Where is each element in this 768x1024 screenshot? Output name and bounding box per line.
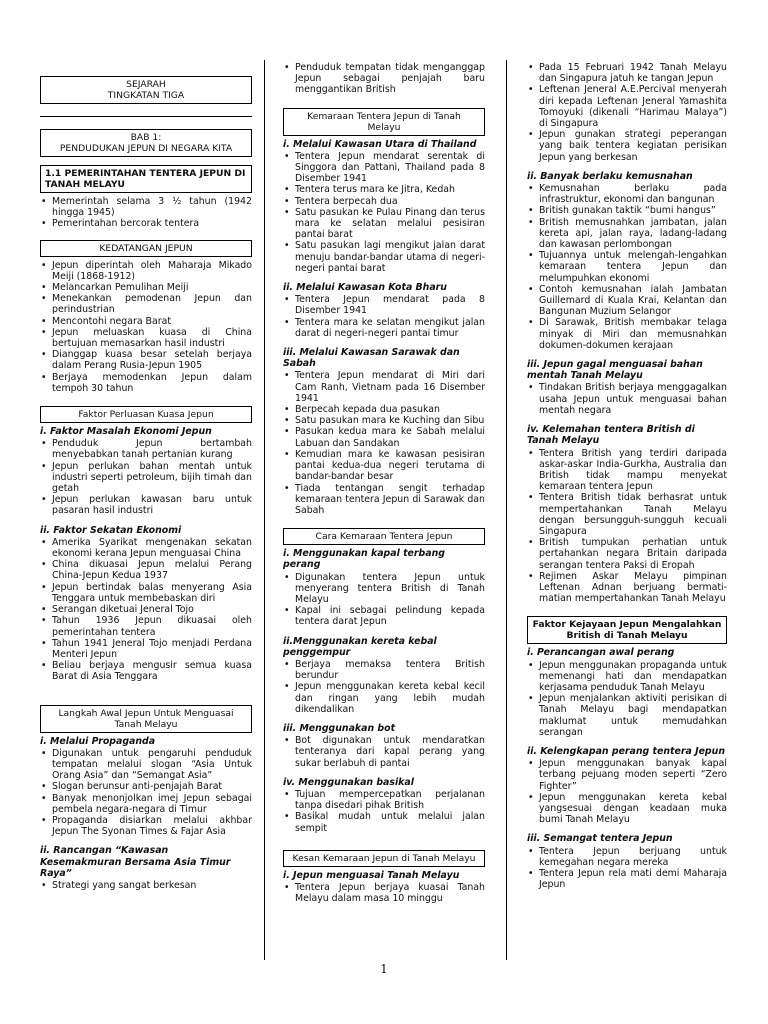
list-item: • Jepun gunakan strategi peperangan yang baik tentera kegiatan perisikan Jepun yang berkesan xyxy=(527,129,727,163)
kelemahan-british-list xyxy=(527,448,727,605)
list-item: • Tentera Jepun mendarat di Miri dari Cam Ranh, Vietnam pada 16 Disember 1941 xyxy=(283,370,485,404)
cara-kemaraan-heading-text: Cara Kemaraan Tentera Jepun xyxy=(315,531,453,543)
subheading: ii. Rancangan “Kawasan Kesemakmuran Bersama Asia Timur Raya” xyxy=(40,845,231,879)
list-item: • Di Sarawak, British membakar telaga minyak di Miri dan memusnahkan dokumen-dokumen kerajaan xyxy=(527,317,727,351)
list-item: • Tentera berpecah dua xyxy=(283,196,485,207)
list-item: • Kapal ini sebagai pelindung kepada tentera darat Jepun xyxy=(283,605,485,627)
subheading: ii. Melalui Kawasan Kota Bharu xyxy=(283,282,447,294)
list-item: • Digunakan tentera Jepun untuk menyerang tentera British di Tanah Melayu xyxy=(283,572,485,606)
divider xyxy=(40,116,252,117)
chapter-number: BAB 1: xyxy=(130,132,162,143)
list-item: • Kemudian mara ke kawasan pesisiran pantai kedua-dua negeri terutama di bandar-bandar besar xyxy=(283,449,485,483)
list-item: • Jepun perlukan bahan mentah untuk industri seperti petroleum, bijih timah dan getah xyxy=(40,461,252,495)
kereta-kebal-list xyxy=(283,659,485,715)
list-item: • Menekankan pemodenan Jepun dan perindustrian xyxy=(40,293,252,315)
column-divider-right xyxy=(506,60,507,960)
list-item: • Satu pasukan lagi mengikut jalan darat menuju bandar-bandar utama di negeri-negeri pantai barat xyxy=(283,240,485,274)
list-item: • Tujuannya untuk melengah-lengahkan kemaraan tentera Jepun dan melumpuhkan ekonomi xyxy=(527,250,727,284)
list-item: • Jepun menggunakan banyak kapal terbang pejuang moden seperti “Zero Fighter” xyxy=(527,758,727,792)
langkah-awal-heading-line2: Tanah Melayu xyxy=(114,718,178,730)
list-item: • Tentera mara ke selatan mengikut jalan darat di negeri-negeri pantai timur xyxy=(283,317,485,339)
kemaraan-heading xyxy=(283,108,485,136)
kelengkapan-list xyxy=(527,758,727,825)
list-item: • Tujuan mempercepatkan perjalanan tanpa disedari pihak British xyxy=(283,789,485,811)
list-item: • Tentera British yang terdiri daripada askar-askar India-Gurkha, Australia dan British tidak mampu menyekat kemaraan tentera Jepun xyxy=(527,448,727,493)
list-item: • Satu pasukan ke Pulau Pinang dan terus mara ke selatan melalui pesisiran pantai barat xyxy=(283,207,485,241)
rancangan-list-continued xyxy=(283,62,485,96)
list-item: • Tentera Jepun mendarat serentak di Singgora dan Pattani, Thailand pada 8 Disember 1941 xyxy=(283,151,485,185)
subheading: i. Menggunakan kapal terbang perang xyxy=(283,548,445,571)
subject-title: SEJARAH xyxy=(126,79,166,90)
subheading: iii. Semangat tentera Jepun xyxy=(527,833,673,845)
list-item: • Jepun meluaskan kuasa di China bertujuan memasarkan hasil industri xyxy=(40,327,252,349)
subheading: iv. Menggunakan basikal xyxy=(283,776,414,788)
list-item: • Tentera British tidak berhasrat untuk mempertahankan Tanah Melayu dengan bersungguh-sungguh kecuali Singapura xyxy=(527,492,727,537)
kemaraan-heading-line1: Kemaraan Tentera Jepun di Tanah xyxy=(307,110,461,122)
title-box xyxy=(40,76,252,104)
langkah-awal-heading xyxy=(40,705,252,733)
list-item: • Tentera Jepun mendarat pada 8 Disember 1941 xyxy=(283,294,485,316)
subheading: ii. Banyak berlaku kemusnahan xyxy=(527,170,693,182)
list-item: • Tahun 1936 Jepun dikuasai oleh pemerintahan tentera xyxy=(40,615,252,637)
list-item: • Jepun menggunakan kereta kebal yangsesuai dengan keadaan muka bumi Tanah Melayu xyxy=(527,792,727,826)
subheading: iii. Menggunakan bot xyxy=(283,722,396,734)
list-item: • Kemusnahan berlaku pada infrastruktur, ekonomi dan bangunan xyxy=(527,183,727,205)
utara-list xyxy=(283,151,485,274)
sarawak-sabah-list xyxy=(283,370,485,516)
list-item: • Amerika Syarikat mengenakan sekatan ekonomi kerana Jepun menguasai China xyxy=(40,537,252,559)
column-2 xyxy=(283,62,485,904)
list-item: • Leftenan Jeneral A.E.Percival menyerah diri kepada Leftenan Jeneral Yamashita Tomoyuki (dikenali “Harimau Malaya”) di Singapura xyxy=(527,84,727,129)
list-item: • Tindakan British berjaya menggagalkan usaha Jepun untuk menguasai bahan mentah negara xyxy=(527,382,727,416)
kedatangan-list xyxy=(40,260,252,394)
subheading: i. Jepun menguasai Tanah Melayu xyxy=(283,869,460,881)
list-item: • British gunakan taktik “bumi hangus” xyxy=(527,205,727,216)
list-item: • British memusnahkan jambatan, jalan kereta api, jalan raya, ladang-ladang dan kawasan perlombongan xyxy=(527,217,727,251)
list-item: • Jepun diperintah oleh Maharaja Mikado Meiji (1868-1912) xyxy=(40,260,252,282)
list-item: • Tentera Jepun berjaya kuasai Tanah Melayu dalam masa 10 minggu xyxy=(283,882,485,904)
faktor-perluasan-heading-text: Faktor Perluasan Kuasa Jepun xyxy=(78,409,214,421)
list-item: • Dianggap kuasa besar setelah berjaya dalam Perang Rusia-Jepun 1905 xyxy=(40,349,252,371)
list-item: • Pemerintahan bercorak tentera xyxy=(40,218,252,229)
faktor-kejayaan-heading-line1: Faktor Kejayaan Jepun Mengalahkan xyxy=(532,619,722,631)
kesan-heading-text: Kesan Kemaraan Jepun di Tanah Melayu xyxy=(292,852,476,864)
chapter-box xyxy=(40,129,252,157)
list-item: • Jepun menggunakan propaganda untuk memenangi hati dan mendapatkan kerjasama penduduk Tanah Melayu xyxy=(527,660,727,694)
list-item: • Satu pasukan mara ke Kuching dan Sibu xyxy=(283,415,485,426)
kedatangan-heading xyxy=(40,240,252,257)
bot-list xyxy=(283,735,485,769)
list-item: • Pasukan kedua mara ke Sabah melalui Labuan dan Sandakan xyxy=(283,426,485,448)
list-item: • Memerintah selama 3 ½ tahun (1942 hingga 1945) xyxy=(40,196,252,218)
list-item: • Tahun 1941 Jeneral Tojo menjadi Perdana Menteri Jepun xyxy=(40,638,252,660)
subheading: iii. Jepun gagal menguasai bahan mentah Tanah Melayu xyxy=(527,359,703,382)
cara-kemaraan-heading xyxy=(283,528,485,545)
list-item: • British tumpukan perhatian untuk pertahankan negara Britain daripada serangan tentera Paksi di Eropah xyxy=(527,537,727,571)
section-1-1-heading-text: 1.1 PEMERINTAHAN TENTERA JEPUN DI TANAH MELAYU xyxy=(45,168,246,190)
basikal-list xyxy=(283,789,485,834)
subheading: i. Perancangan awal perang xyxy=(527,647,675,659)
propaganda-list xyxy=(40,748,252,838)
list-item: • Rejimen Askar Melayu pimpinan Leftenan Adnan berjuang bermati-matian mempertahankan Tanah Melayu xyxy=(527,571,727,605)
list-item: • Bot digunakan untuk mendaratkan tenteranya dari kapal perang yang sukar berlabuh di pantai xyxy=(283,735,485,769)
subheading: iv. Kelemahan tentera British di Tanah Melayu xyxy=(527,424,695,447)
list-item: • Tentera Jepun berjuang untuk kemegahan negara mereka xyxy=(527,846,727,868)
list-item: • Contoh kemusnahan ialah Jambatan Guillemard di Kuala Krai, Kelantan dan Bangunan Muzium Selangor xyxy=(527,284,727,318)
list-item: • Mencontohi negara Barat xyxy=(40,316,252,327)
list-item: • Jepun perlukan kawasan baru untuk pasaran hasil industri xyxy=(40,494,252,516)
perancangan-list xyxy=(527,660,727,738)
column-3 xyxy=(527,62,727,890)
column-divider-left xyxy=(264,60,265,960)
kapal-terbang-list xyxy=(283,572,485,628)
langkah-awal-heading-line1: Langkah Awal Jepun Untuk Menguasai xyxy=(58,707,234,719)
list-item: • Berjaya memodenkan Jepun dalam tempoh 30 tahun xyxy=(40,372,252,394)
kemaraan-heading-line2: Melayu xyxy=(367,121,401,133)
kesan-menguasai-list xyxy=(283,882,485,904)
list-item: • Slogan berunsur anti-penjajah Barat xyxy=(40,781,252,792)
faktor-kejayaan-heading-line2: British di Tanah Melayu xyxy=(566,630,688,642)
list-item: • Banyak menonjolkan imej Jepun sebagai pembela negara-negara di Timur xyxy=(40,793,252,815)
list-item: • Jepun bertindak balas menyerang Asia Tenggara untuk membebaskan diri xyxy=(40,582,252,604)
list-item: • Penduduk tempatan tidak menganggap Jepun sebagai penjajah baru menggantikan British xyxy=(283,62,485,96)
list-item: • Beliau berjaya mengusir semua kuasa Barat di Asia Tenggara xyxy=(40,660,252,682)
list-item: • Pada 15 Februari 1942 Tanah Melayu dan Singapura jatuh ke tangan Jepun xyxy=(527,62,727,84)
subheading: iii. Melalui Kawasan Sarawak dan Sabah xyxy=(283,347,460,370)
list-item: • Propaganda disiarkan melalui akhbar Jepun The Syonan Times & Fajar Asia xyxy=(40,815,252,837)
list-item: • Basikal mudah untuk melalui jalan sempit xyxy=(283,811,485,833)
semangat-list xyxy=(527,846,727,891)
faktor-ekonomi-list xyxy=(40,438,252,516)
section-1-1-list xyxy=(40,196,252,230)
list-item: • Digunakan untuk pengaruhi penduduk tempatan melalui slogan “Asia Untuk Orang Asia” dan “Semangat Asia” xyxy=(40,748,252,782)
list-item: • Serangan diketuai Jeneral Tojo xyxy=(40,604,252,615)
subheading: ii. Faktor Sekatan Ekonomi xyxy=(40,524,182,536)
list-item: • Strategi yang sangat berkesan xyxy=(40,880,252,891)
subheading: i. Melalui Kawasan Utara di Thailand xyxy=(283,138,477,150)
section-1-1-heading xyxy=(40,165,252,193)
kemusnahan-list xyxy=(527,183,727,351)
faktor-kejayaan-heading xyxy=(527,616,727,644)
kedatangan-heading-text: KEDATANGAN JEPUN xyxy=(99,242,193,254)
page-number: 1 xyxy=(380,962,388,976)
kesan-menguasai-list-continued xyxy=(527,62,727,163)
subheading: ii.Menggunakan kereta kebal penggempur xyxy=(283,635,437,658)
list-item: • Berpecah kepada dua pasukan xyxy=(283,404,485,415)
list-item: • Tiada tentangan sengit terhadap kemaraan tentera Jepun di Sarawak dan Sabah xyxy=(283,483,485,517)
faktor-perluasan-heading xyxy=(40,406,252,423)
list-item: • Tentera terus mara ke Jitra, Kedah xyxy=(283,184,485,195)
list-item: • Penduduk Jepun bertambah menyebabkan tanah pertanian kurang xyxy=(40,438,252,460)
list-item: • Tentera Jepun rela mati demi Maharaja Jepun xyxy=(527,868,727,890)
chapter-title: PENDUDUKAN JEPUN DI NEGARA KITA xyxy=(59,143,233,154)
subheading: i. Melalui Propaganda xyxy=(40,735,156,747)
column-1 xyxy=(40,62,252,891)
kesan-heading xyxy=(283,850,485,867)
bahan-mentah-list xyxy=(527,382,727,416)
list-item: • China dikuasai Jepun melalui Perang China-Jepun Kedua 1937 xyxy=(40,559,252,581)
list-item: • Jepun menjalankan aktiviti perisikan di Tanah Melayu bagi mendapatkan maklumat untuk memudahkan serangan xyxy=(527,693,727,738)
subheading: i. Faktor Masalah Ekonomi Jepun xyxy=(40,426,212,438)
list-item: • Berjaya memaksa tentera British berundur xyxy=(283,659,485,681)
kota-bharu-list xyxy=(283,294,485,339)
faktor-sekatan-list xyxy=(40,537,252,683)
list-item: • Jepun menggunakan kereta kebal kecil dan ringan yang lebih mudah dikendalikan xyxy=(283,681,485,715)
form-title: TINGKATAN TIGA xyxy=(107,90,185,101)
rancangan-list xyxy=(40,880,252,891)
subheading: ii. Kelengkapan perang tentera Jepun xyxy=(527,745,725,757)
list-item: • Melancarkan Pemulihan Meiji xyxy=(40,282,252,293)
